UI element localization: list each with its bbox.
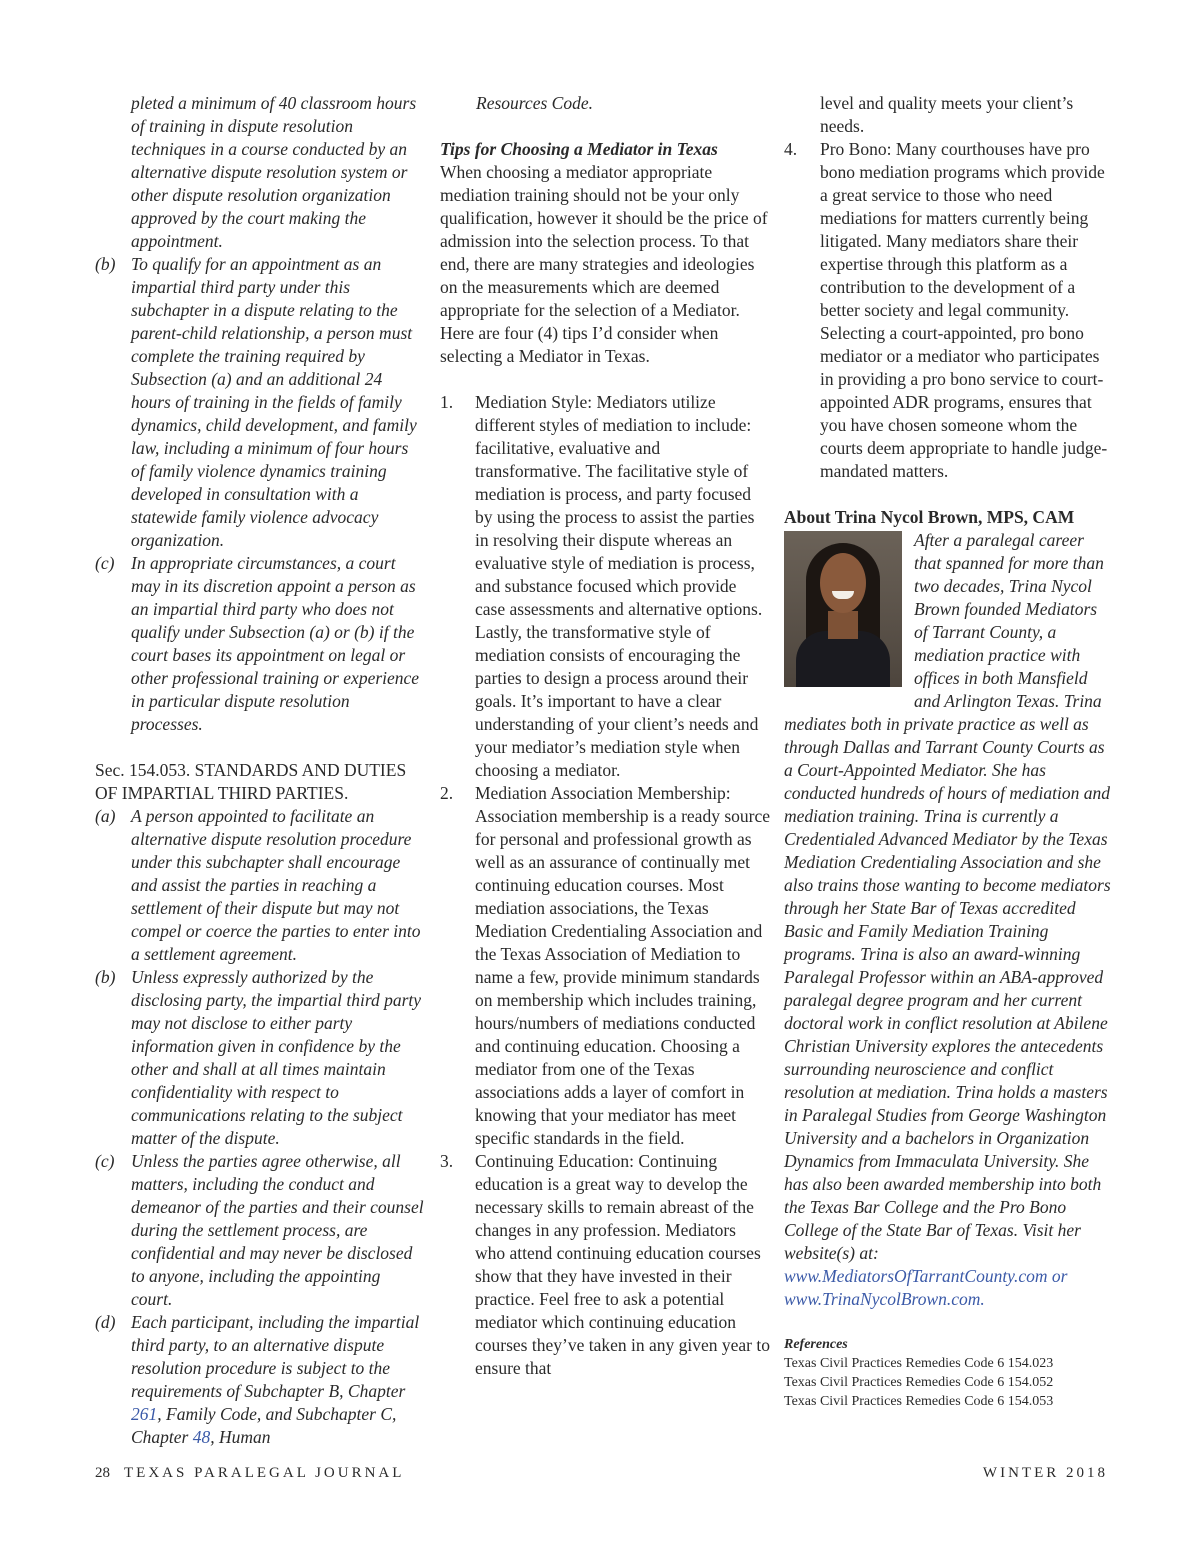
- tip-number: 1.: [440, 392, 454, 412]
- tips-heading: Tips for Choosing a Mediator in Texas: [440, 139, 718, 159]
- subsection-label: (d): [95, 1312, 116, 1332]
- mediators-website-link[interactable]: www.MediatorsOfTarrantCounty.com: [784, 1266, 1048, 1286]
- tip-3-continued: level and quality meets your client’s needs.: [820, 93, 1074, 136]
- section-heading: Sec. 154.053. STANDARDS AND DUTIES OF IMPARTIAL THIRD PARTIES.: [95, 760, 407, 803]
- column-2: [440, 92, 770, 1380]
- reference-item: Texas Civil Practices Remedies Code 6 154.023: [784, 1356, 1054, 1371]
- column-3: [784, 92, 1112, 1411]
- journal-name: TEXAS PARALEGAL JOURNAL: [124, 1465, 405, 1481]
- subsection-c: (c) In appropriate circumstances, a court may in its discretion appoint a person as an impartial third party who does not qualify under Subsection (a) or (b) if the court bases its appointment on legal or other professional training or experience in particular dispute resolution processes.: [95, 553, 420, 734]
- subsection-label: (c): [95, 553, 115, 573]
- subsection-b: (b) To qualify for an appointment as an impartial third party under this subchapter in a dispute relating to the parent-child relationship, a person must complete the training required by Subsection (a) and an additional 24 hours of training in the fields of family dynamics, child development, and family law, including a minimum of four hours of family violence dynamics training developed in consultation with a statewide family violence advocacy organization.: [95, 254, 417, 550]
- tips-intro: When choosing a mediator appropriate mediation training should not be your only qualification, however it should be the price of admission into the selection process. To that end, there are many strategies and ideologies on the measurements which are deemed appropriate for the selection of a Mediator. Here are four (4) tips I’d consider when selecting a Mediator in Texas.: [440, 162, 768, 366]
- about-author-heading: About Trina Nycol Brown, MPS, CAM: [784, 507, 1075, 527]
- references-heading: References: [784, 1337, 848, 1352]
- references: [784, 1335, 1112, 1411]
- link-separator: or: [1047, 1266, 1068, 1286]
- tip-number: 4.: [784, 139, 798, 159]
- reference-item: Texas Civil Practices Remedies Code 6 154.053: [784, 1394, 1054, 1409]
- subsection-a-continued: pleted a minimum of 40 classroom hours of training in dispute resolution techniques in a course conducted by an alternative dispute resolution system or other dispute resolution organization approved by the court making the appointment.: [131, 93, 417, 251]
- footer-left: [95, 1465, 404, 1482]
- footer-issue: WINTER 2018: [982, 1465, 1108, 1481]
- tip-item-3: 3. Continuing Education: Continuing education is a great way to develop the necessary skills to remain abreast of the changes in any profession. Mediators who attend continuing education courses show that they have invested in their practice. Feel free to ask a potential mediator which continuing education courses they’ve taken in any given year to ensure that: [440, 1151, 770, 1378]
- page-number: 28: [95, 1465, 110, 1481]
- author-photo: [784, 531, 902, 687]
- personal-website-link[interactable]: www.TrinaNycolBrown.com.: [784, 1289, 985, 1309]
- section-subsection-d: (d) Each participant, including the impartial third party, to an alternative dispute resolution procedure is subject to the requirements of Subchapter B, Chapter 261, Family Code, and Subchapter C, Chapter 48, Human: [95, 1312, 420, 1447]
- tip-item-1: 1. Mediation Style: Mediators utilize different styles of mediation to include: facilitative, evaluative and transformative. The facilitative style of mediation is process, and party focused by using the process to assist the parties in resolving their dispute whereas an evaluative style of mediation is process, and substance focused which provide case assessments and alternative options. Lastly, the transformative style of mediation consists of encouraging the parties to design a process around their goals. It’s important to have a clear understanding of your client’s needs and your mediator’s mediation style when choosing a mediator.: [440, 392, 763, 780]
- reference-item: Texas Civil Practices Remedies Code 6 154.052: [784, 1375, 1054, 1390]
- chapter-48-link[interactable]: 48: [192, 1427, 211, 1447]
- subsection-label: (b): [95, 254, 116, 274]
- section-subsection-c: (c) Unless the parties agree otherwise, all matters, including the conduct and demeanor of the parties and their counsel during the settlement process, are confidential and may never be disclosed to anyone, including the appointing court.: [95, 1151, 424, 1309]
- author-bio: After a paralegal career that spanned for more than two decades, Trina Nycol Brown founded Mediators of Tarrant County, a mediation practice with offices in both Mansfield and Arlington Texas. Trina mediates both in private practice as well as through Dallas and Tarrant County Courts as a Court-Appointed Mediator. She has conducted hundreds of hours of mediation and mediation training. Trina is currently a Credentialed Advanced Mediator by the Texas Mediation Credentialing Association and she also trains those wanting to become mediators through her State Bar of Texas accredited Basic and Family Mediation Training programs. Trina is also an award-winning Paralegal Professor within an ABA-approved paralegal degree program and her current doctoral work in conflict resolution at Abilene Christian University explores the antecedents surrounding neuroscience and conflict resolution at mediation. Trina holds a masters in Paralegal Studies from George Washington University and a bachelors in Organization Dynamics from Immaculata University. She has also been awarded membership into both the Texas Bar College and the Pro Bono College of the State Bar of Texas. Visit her website(s) at: www.MediatorsOfTarrantCounty.com or www.TrinaNycolBrown.com.: [784, 530, 1111, 1309]
- subsection-label: (a): [95, 806, 116, 826]
- subsection-label: (c): [95, 1151, 115, 1171]
- tip-item-2: 2. Mediation Association Membership: Association membership is a ready source for personal and professional growth as well as an assurance of continually met continuing education courses. Most mediation associations, the Texas Mediation Credentialing Association and the Texas Association of Mediation to name a few, provide minimum standards on membership which includes training, hours/numbers of mediations conducted and continuing education. Choosing a mediator from one of the Texas associations adds a layer of comfort in knowing that your mediator has meet specific standards in the field.: [440, 783, 770, 1148]
- code-continued: Resources Code.: [476, 93, 593, 113]
- section-subsection-a: (a) A person appointed to facilitate an alternative dispute resolution procedure under this subchapter shall encourage and assist the parties in reaching a settlement of their dispute but may not compel or coerce the parties to enter into a settlement agreement.: [95, 806, 421, 964]
- subsection-label: (b): [95, 967, 116, 987]
- tip-number: 2.: [440, 783, 454, 803]
- chapter-261-link[interactable]: 261: [131, 1404, 158, 1424]
- tip-number: 3.: [440, 1151, 454, 1171]
- tip-item-4: 4. Pro Bono: Many courthouses have pro bono mediation programs which provide a great service to those who need mediations for matters currently being litigated. Many mediators share their expertise through this platform as a contribution to the development of a better society and legal community. Selecting a court-appointed, pro bono mediator or a mediator who participates in providing a pro bono service to court-appointed ADR programs, ensures that you have chosen someone whom the courts deem appropriate to handle judge-mandated matters.: [784, 139, 1108, 481]
- column-1: [95, 92, 425, 1449]
- section-subsection-b: (b) Unless expressly authorized by the disclosing party, the impartial third party may not disclose to either party information given in confidence by the other and shall at all times maintain confidentiality with respect to communications relating to the subject matter of the dispute.: [95, 967, 422, 1148]
